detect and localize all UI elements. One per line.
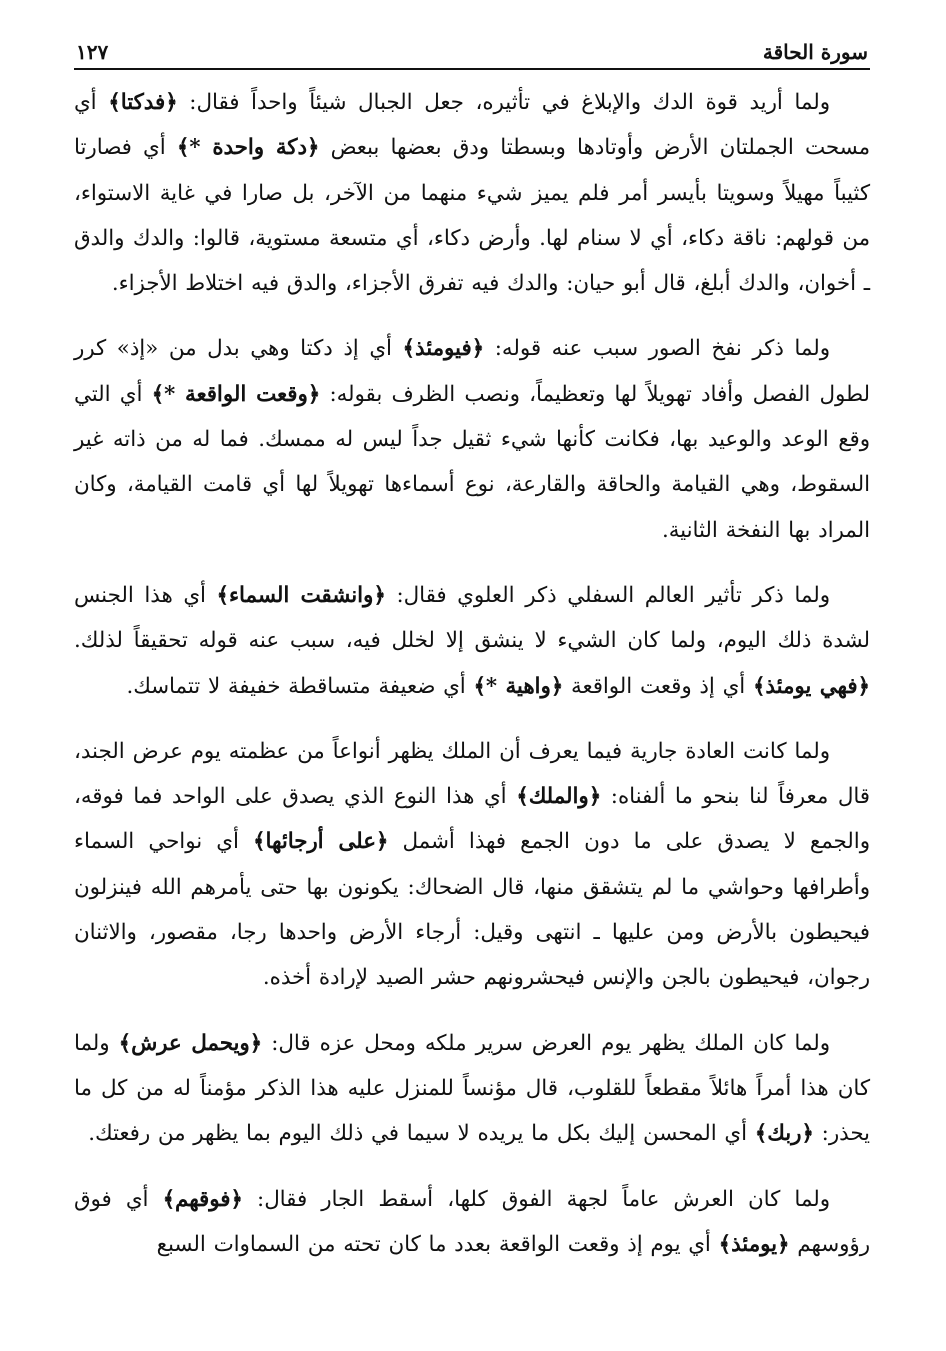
text-run: أي المحسن إليك بكل ما يريده لا سيما في ذلك اليوم بما يظهر من رفعتك.: [88, 1121, 755, 1147]
quran-quote: ﴿وقعت الواقعة *﴾: [151, 381, 321, 407]
paragraph: [74, 729, 870, 1001]
text-run: ولما كان الملك يظهر يوم العرض سرير ملكه ومحل عزه قال:: [262, 1030, 830, 1056]
text-run: ولما كان العرش عاماً لجهة الفوق كلها، أسقط الجار فقال:: [242, 1186, 830, 1212]
text-run: أي يوم إذ وقعت الواقعة بعدد ما كان تحته من السماوات السبع: [156, 1231, 719, 1257]
paragraph: [74, 80, 870, 306]
quran-quote: ﴿فهي يومئذ﴾: [752, 673, 870, 699]
text-run: أي التي وقع الوعد والوعيد بها، فكانت كأنها شيء ثقيل جداً ليس له ممسك. فما له من ذاته غير السقوط، وهي القيامة والحاقة والقارعة، نوع أسماءها تهويلاً لها أي قامت القيامة، وكان المراد بها النفخة الثانية.: [74, 381, 870, 543]
text-run: أي هذا الجنس لشدة ذلك اليوم، ولما كان الشيء لا ينشق إلا لخلل فيه، سبب عنه قوله تحقيقاً لذلك.: [74, 582, 870, 654]
page-header: [74, 28, 870, 70]
text-run: ولما كانت العادة جارية فيما يعرف أن الملك يظهر أنواعاً من عظمته يوم عرض الجند، قال معرفاً لنا بنحو ما ألفناه:: [74, 738, 870, 810]
text-run: أي إذ وقعت الواقعة: [563, 673, 753, 699]
quran-quote: ﴿فيومئذ﴾: [402, 336, 485, 362]
text-run: أي إذ دكتا وهي بدل من «إذ» كرر لطول الفصل وأفاد تهويلاً لها وتعظيماً، ونصب الظرف بقوله:: [74, 336, 870, 407]
text-run: أي هذا النوع الذي يصدق على الواحد فما فوقه، والجمع لا يصدق على ما دون الجمع فهذا أشمل: [74, 784, 870, 855]
text-run: ولما ذكر تأثير العالم السفلي ذكر العلوي فقال:: [385, 582, 831, 608]
paragraph: [74, 1177, 870, 1268]
quran-quote: ﴿والملك﴾: [516, 784, 602, 810]
text-run: أي نواحي السماء وأطرافها وحواشي ما لم يتشقق منها، قال الضحاك: يكونون بها حتى يأمرهم الله فينزلون فيحيطون بالأرض ومن عليها ـ انتهى وقيل: أرجاء الأرض واحدها رجا، مقصور، والاثنان رجوان، فيحيطون بالجن والإنس فيحشرونهم حشر الصيد لإرادة أخذه.: [74, 829, 870, 991]
paragraph: [74, 573, 870, 709]
page-body: [74, 80, 870, 1267]
paragraph: [74, 1021, 870, 1157]
book-page: [74, 28, 870, 1328]
quran-quote: ﴿فدكتا﴾: [108, 90, 178, 115]
quran-quote: ﴿على أرجائها﴾: [253, 829, 389, 855]
text-run: ولما كان هذا أمراً هائلاً مقطعاً للقلوب، قال مؤنساً للمنزل عليه هذا الذكر مؤمناً له من كل ما يحذر:: [74, 1030, 870, 1147]
paragraph: [74, 326, 870, 552]
text-run: ولما أريد قوة الدك والإبلاغ في تأثيره، جعل الجبال شيئاً واحداً فقال:: [177, 90, 831, 115]
text-run: أي مسحت الجملتان الأرض وأوتادها وبسطتا ودق بعضها ببعض: [74, 90, 871, 161]
quran-quote: ﴿يومئذ﴾: [718, 1231, 790, 1257]
surah-title: سورة الحاقة: [762, 40, 868, 64]
quran-quote: ﴿ربك﴾: [754, 1121, 814, 1147]
quran-quote: ﴿ويحمل عرش﴾: [118, 1030, 263, 1056]
text-run: أي ضعيفة متساقطة خفيفة لا تتماسك.: [126, 673, 474, 699]
quran-quote: ﴿واهية *﴾: [473, 673, 564, 699]
text-run: أي فصارتا كثيباً مهيلاً وسويتا بأيسر أمر فلم يميز شيء منهما من الآخر، بل صارا في غاية الاستواء، من قولهم: ناقة دكاء، أي لا سنام لها. وأرض دكاء، أي متسعة مستوية، قالوا: والدك والدق ـ أخوان، والدك أبلغ، قال أبو حيان: والدك فيه تفرق الأجزاء، والدق فيه اختلاط الأجزاء.: [74, 135, 870, 297]
page-number: ١٢٧: [76, 40, 109, 64]
text-run: ولما ذكر نفخ الصور سبب عنه قوله:: [484, 336, 830, 362]
quran-quote: ﴿وانشقت السماء﴾: [216, 582, 386, 608]
quran-quote: ﴿دكة واحدة *﴾: [176, 135, 320, 161]
text-run: أي فوق رؤوسهم: [74, 1186, 870, 1257]
quran-quote: ﴿فوقهم﴾: [162, 1186, 243, 1212]
